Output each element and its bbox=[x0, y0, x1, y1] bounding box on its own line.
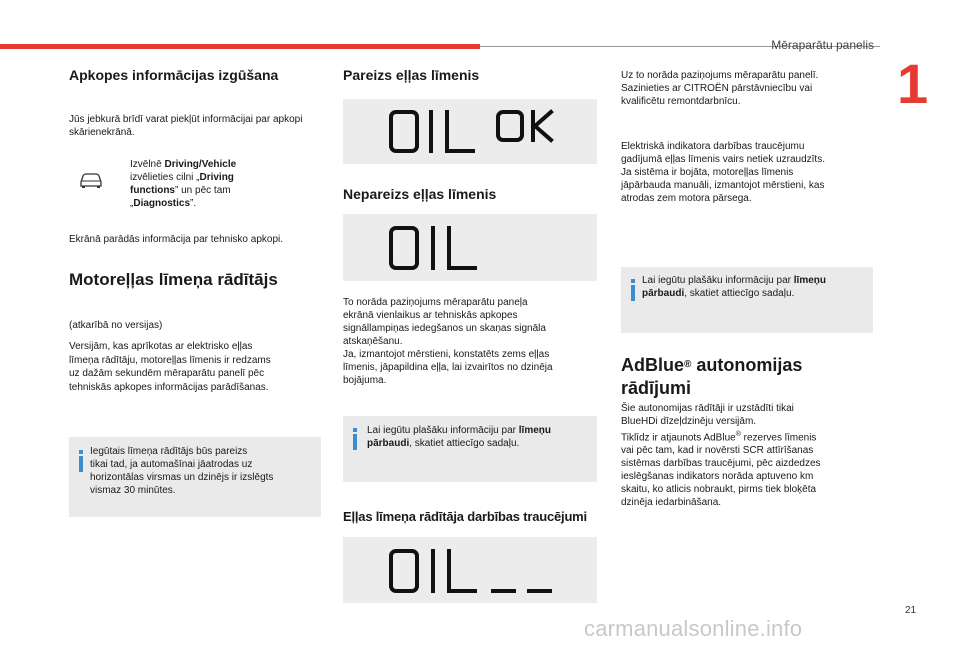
incorrect-level-title: Nepareizs eļļas līmenis bbox=[343, 186, 497, 202]
service-intro: Jūs jebkurā brīdī varat piekļūt informācijai par apkopi skārienekrānā. bbox=[69, 114, 303, 138]
info-box-checks-col2 bbox=[343, 416, 597, 482]
page-number: 21 bbox=[905, 605, 917, 616]
info-text-col3: Lai iegūtu plašāku informāciju par līmeņu pārbaudi, skatiet attiecīgo sadaļu. bbox=[642, 275, 826, 299]
oil-fault-display-panel bbox=[343, 537, 597, 603]
version-note: (atkarībā no versijas) bbox=[69, 320, 163, 331]
info-box-level: Iegūtais līmeņa rādītājs būs pareizs tikai tad, ja automašīnai jāatrodas uz horizontālas virsmas un dzinējs ir izslēgts vismaz 30 minūtes. bbox=[69, 437, 321, 517]
gauge-paragraph: Versijām, kas aprīkotas ar elektrisko eļļas līmeņa rādītāju, motoreļļas līmenis ir redzams uz dažām sekundēm mēraparātu panelī pēc tehniskās apkopes informācijas parādīšanas. bbox=[69, 341, 271, 393]
oil-gauge-title: Motoreļļas līmeņa rādītājs bbox=[69, 270, 278, 289]
watermark: carmanualsonline.info bbox=[584, 616, 803, 641]
fault-paragraph-2: Elektriskā indikatora darbības traucējumu gadījumā eļļas līmenis vairs netiek uzraudzīts. Ja sistēma ir bojāta, motoreļļas līmenis jāpārbauda manuāli, izmantojot mērstieni, kas atrodas zem motora pārsega. bbox=[621, 141, 825, 204]
info-icon bbox=[75, 449, 87, 473]
oil-ok-display-panel bbox=[343, 99, 597, 164]
oil-ok-display bbox=[343, 99, 597, 164]
info-icon bbox=[627, 278, 639, 302]
info-box-checks-col3 bbox=[621, 267, 873, 333]
oil-display-panel bbox=[343, 214, 597, 281]
header-red-bar bbox=[0, 44, 480, 49]
running-header: Mēraparātu panelis bbox=[771, 38, 874, 52]
chapter-number: 1 bbox=[897, 52, 929, 115]
car-icon bbox=[78, 171, 104, 189]
menu-instructions: Izvēlnē Driving/Vehicle izvēlieties cilni „Driving functions” un pēc tam „Diagnostics”. bbox=[130, 159, 237, 209]
adblue-paragraph: Šie autonomijas rādītāji ir uzstādīti tikai BlueHDi dīzeļdzinēju versijām. Tiklīdz ir atjaunots AdBlue® rezerves līmenis vai pēc tam, kad ir novērsti SCR attīrīšanas sistēmas darbības traucējumi, pēc aizdedzes ieslēgšanas indikators norāda aptuveno km skaitu, ko atlicis nobraukt, pirms tiek bloķēta dzinēja iedarbināšana. bbox=[621, 403, 821, 509]
info-text-col2: Lai iegūtu plašāku informāciju par līmeņu pārbaudi, skatiet attiecīgo sadaļu. bbox=[367, 425, 551, 449]
fault-paragraph-1: Uz to norāda paziņojums mēraparātu panelī. Sazinieties ar CITROËN pārstāvniecību vai kvalificētu remontdarbnīcu. bbox=[621, 70, 819, 107]
correct-level-title: Pareizs eļļas līmenis bbox=[343, 67, 480, 83]
gauge-fault-title: Eļļas līmeņa rādītāja darbības traucējumi bbox=[343, 509, 587, 524]
info-icon bbox=[349, 427, 361, 451]
adblue-title: AdBlue® autonomijas rādījumi bbox=[621, 355, 803, 398]
screen-note: Ekrānā parādās informācija par tehnisko apkopi. bbox=[69, 234, 284, 245]
oil-fault-display bbox=[343, 537, 597, 603]
oil-display bbox=[343, 214, 597, 281]
incorrect-paragraph: To norāda paziņojums mēraparātu paneļa ekrānā vienlaikus ar tehniskās apkopes signāllampiņas iedegšanos un skaņas signāla atskaņēšanu. Ja, izmantojot mērstieni, konstatēts zems eļļas līmenis, jāpapildina eļļa, lai izvairītos no dzinēja bojājuma. bbox=[343, 297, 553, 386]
service-info-title: Apkopes informācijas izgūšana bbox=[69, 67, 279, 83]
